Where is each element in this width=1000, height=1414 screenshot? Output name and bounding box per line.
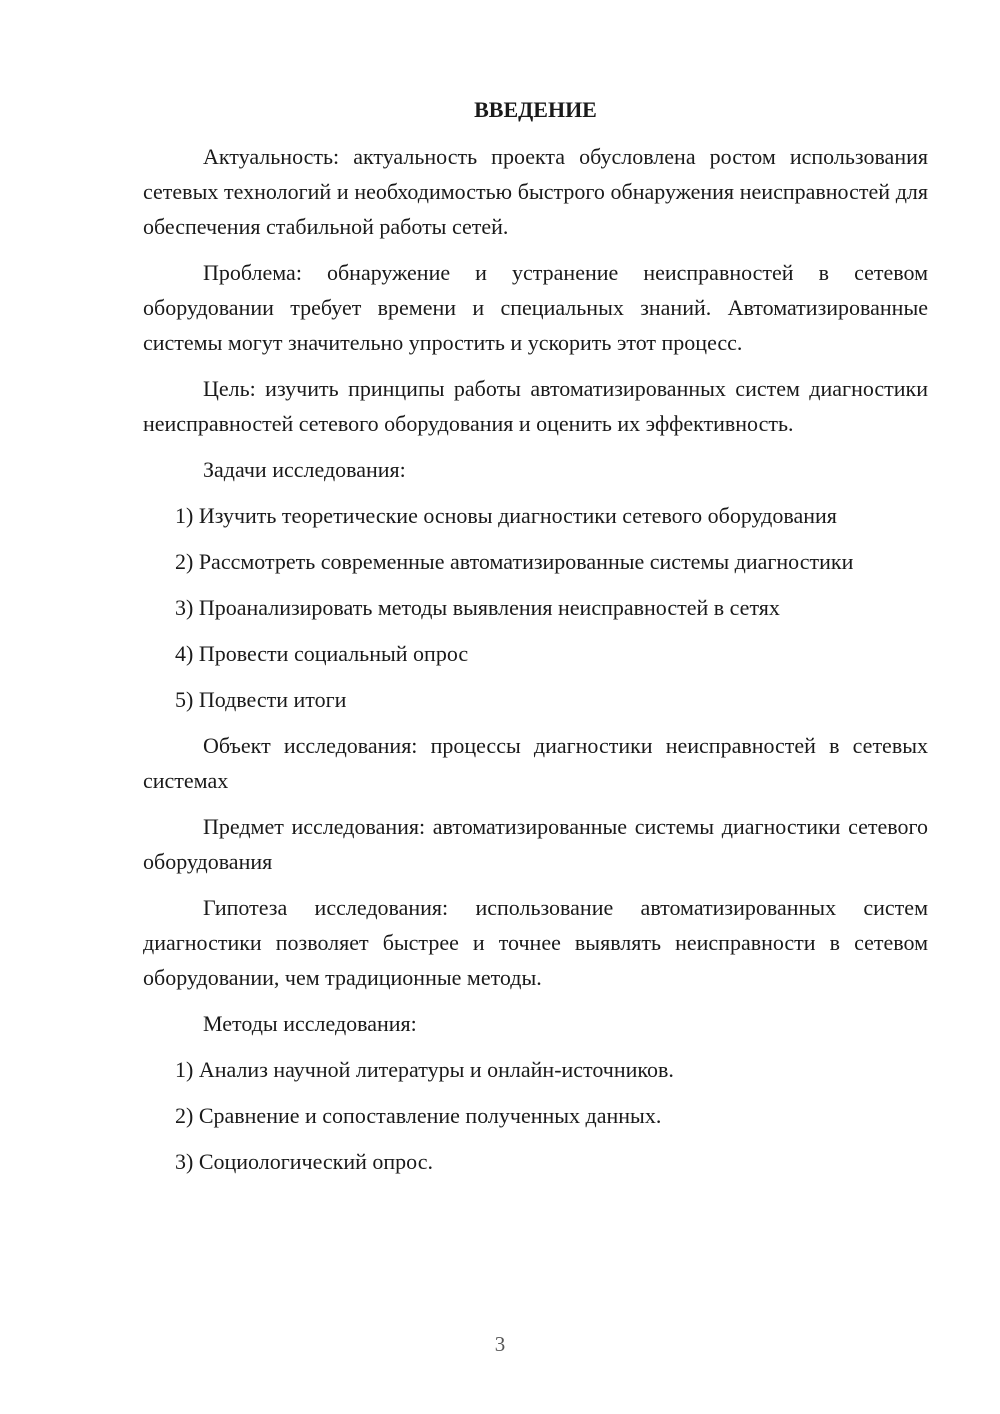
list-item: 2) Сравнение и сопоставление полученных данных. <box>175 1103 662 1128</box>
hypothesis-paragraph: Гипотеза исследования: использование автоматизированных систем диагностики позволяет быстрее и точнее выявлять неисправности в сетевом оборудовании, чем традиционные методы. <box>143 895 928 990</box>
methods-list <box>143 1052 928 1179</box>
list-item: 1) Изучить теоретические основы диагностики сетевого оборудования <box>175 503 837 528</box>
list-item: 3) Социологический опрос. <box>175 1149 433 1174</box>
page-number: 3 <box>494 1332 506 1356</box>
list-item: 3) Проанализировать методы выявления неисправностей в сетях <box>175 595 780 620</box>
subject-paragraph: Предмет исследования: автоматизированные системы диагностики сетевого оборудования <box>143 814 928 874</box>
goal-paragraph: Цель: изучить принципы работы автоматизированных систем диагностики неисправностей сетевого оборудования и оценить их эффективность. <box>143 376 928 436</box>
tasks-list <box>143 498 928 717</box>
problem-paragraph: Проблема: обнаружение и устранение неисправностей в сетевом оборудовании требует времени и специальных знаний. Автоматизированные системы могут значительно упростить и ускорить этот процесс. <box>143 260 928 355</box>
list-item: 4) Провести социальный опрос <box>175 641 469 666</box>
relevance-paragraph: Актуальность: актуальность проекта обусловлена ростом использования сетевых технологий и необходимостью быстрого обнаружения неисправностей для обеспечения стабильной работы сетей. <box>143 144 928 239</box>
object-paragraph: Объект исследования: процессы диагностики неисправностей в сетевых системах <box>143 733 928 793</box>
list-item: 1) Анализ научной литературы и онлайн-источников. <box>175 1057 674 1082</box>
tasks-heading: Задачи исследования: <box>203 457 406 482</box>
list-item: 5) Подвести итоги <box>175 687 347 712</box>
page-body <box>143 92 928 1190</box>
methods-heading: Методы исследования: <box>203 1011 417 1036</box>
page-title: ВВЕДЕНИЕ <box>474 97 597 122</box>
list-item: 2) Рассмотреть современные автоматизированные системы диагностики <box>175 549 854 574</box>
